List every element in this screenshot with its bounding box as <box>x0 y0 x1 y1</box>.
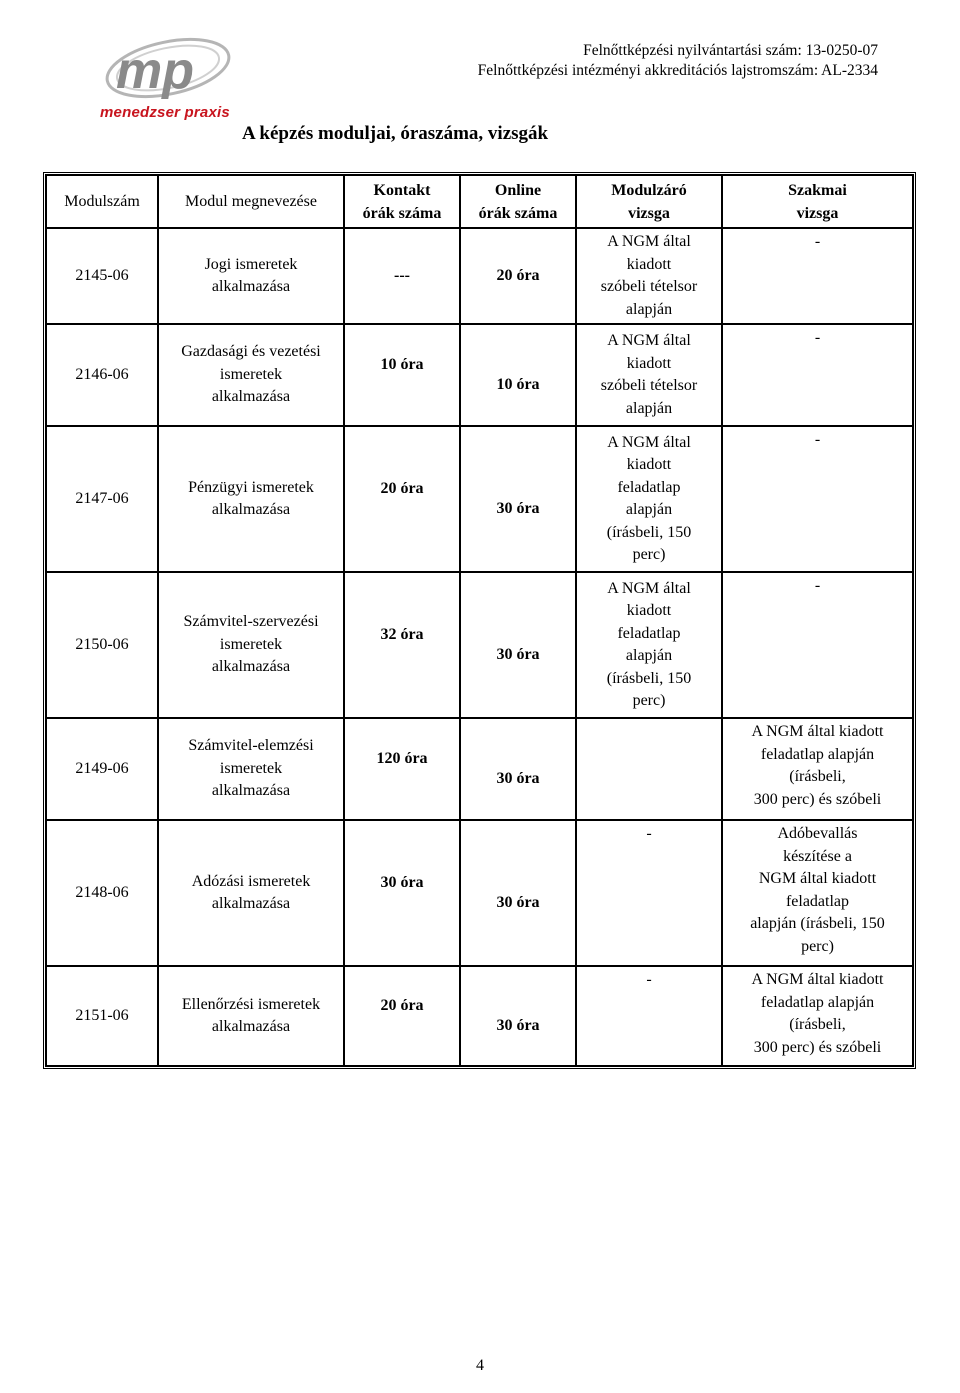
module-name-line: ismeretek <box>219 365 283 383</box>
kontakt-hours-cell <box>344 966 460 1066</box>
module-name-line: alkalmazása <box>211 782 291 800</box>
table-row <box>46 718 913 820</box>
szakmai-exam-line: feladatlap alapján <box>760 993 875 1011</box>
modulzaro-exam-line: kiadott <box>626 602 672 619</box>
szakmai-exam <box>722 228 913 324</box>
modulzaro-exam-line: feladatlap <box>617 624 681 642</box>
header-kontakt-line1: Kontakt <box>373 182 431 199</box>
table-row <box>46 966 913 1066</box>
modulzaro-exam-line: feladatlap <box>617 478 681 496</box>
module-name <box>158 572 344 718</box>
modules-table-body <box>46 228 913 1066</box>
modulzaro-exam-line: alapján <box>625 501 673 518</box>
header-szakmai <box>722 175 913 228</box>
modulzaro-exam-line: (írásbeli, 150 <box>606 669 692 687</box>
modulzaro-exam-line: - <box>646 825 652 842</box>
header-modulszam: Modulszám <box>46 175 158 228</box>
szakmai-exam-line: alapján (írásbeli, 150 <box>750 915 885 932</box>
modulzaro-exam-line: perc) <box>632 692 666 709</box>
registration-header <box>478 41 878 81</box>
table-row <box>46 572 913 718</box>
module-name-line: Gazdasági és vezetési <box>181 343 321 361</box>
kontakt-hours-cell <box>344 426 460 572</box>
modulzaro-exam <box>576 572 722 718</box>
szakmai-exam <box>722 820 913 966</box>
modulzaro-exam-line: alapján <box>625 300 673 318</box>
szakmai-exam-line: - <box>814 577 821 594</box>
module-code: 2150-06 <box>46 572 158 718</box>
modulzaro-exam-line: szóbeli tételsor <box>600 377 698 394</box>
kontakt-hours: 20 óra <box>380 479 424 497</box>
modulzaro-exam-line: alapján <box>625 399 673 417</box>
szakmai-exam-line: A NGM által kiadott <box>751 971 884 988</box>
modulzaro-exam-line: - <box>646 971 652 988</box>
kontakt-hours-cell <box>344 228 460 324</box>
module-name-line: alkalmazása <box>211 501 291 518</box>
kontakt-hours: 30 óra <box>380 873 424 891</box>
header-online <box>460 175 576 228</box>
registration-number: Felnőttképzési nyilvántartási szám: 13-0250-07 <box>583 42 878 59</box>
szakmai-exam <box>722 966 913 1066</box>
table-header-row <box>46 175 913 228</box>
logo-mark-icon <box>96 30 236 110</box>
online-hours: 30 óra <box>496 769 540 787</box>
szakmai-exam-line: (írásbeli, <box>789 768 846 785</box>
table-row <box>46 426 913 572</box>
module-name-line: alkalmazása <box>211 388 291 406</box>
szakmai-exam-line: Adóbevallás <box>777 825 858 842</box>
module-name-line: Számvitel-elemzési <box>188 737 314 755</box>
modulzaro-exam-line: A NGM által <box>607 579 691 597</box>
header-szakmai-line2: vizsga <box>796 204 839 222</box>
modulzaro-exam-line: A NGM által <box>607 433 691 451</box>
modulzaro-exam-line: (írásbeli, 150 <box>606 523 692 541</box>
module-name <box>158 228 344 324</box>
module-name-line: ismeretek <box>219 635 283 653</box>
module-name-line: alkalmazása <box>211 1018 291 1035</box>
online-hours-cell <box>460 820 576 966</box>
module-code: 2151-06 <box>46 966 158 1066</box>
online-hours-cell <box>460 426 576 572</box>
online-hours: 30 óra <box>496 645 540 663</box>
modulzaro-exam-line: perc) <box>632 546 666 563</box>
szakmai-exam-line: NGM által kiadott <box>758 870 877 887</box>
module-name-line: Adózási ismeretek <box>191 872 311 890</box>
modulzaro-exam-line: alapján <box>625 647 673 664</box>
module-code: 2146-06 <box>46 324 158 426</box>
header-modulzaro <box>576 175 722 228</box>
szakmai-exam-line: készítése a <box>783 847 852 865</box>
online-hours-cell <box>460 718 576 820</box>
page-title: A képzés moduljai, óraszáma, vizsgák <box>242 123 549 144</box>
modulzaro-exam <box>576 426 722 572</box>
kontakt-hours: --- <box>394 266 410 284</box>
module-code: 2147-06 <box>46 426 158 572</box>
szakmai-exam-line: - <box>814 329 821 346</box>
module-name-line: Pénzügyi ismeretek <box>188 478 314 496</box>
module-name-line: Jogi ismeretek <box>204 255 298 273</box>
szakmai-exam <box>722 324 913 426</box>
modulzaro-exam-line: szóbeli tételsor <box>600 278 698 295</box>
kontakt-hours: 20 óra <box>380 996 424 1014</box>
szakmai-exam-line: - <box>814 233 821 250</box>
kontakt-hours: 10 óra <box>380 355 424 373</box>
modulzaro-exam-line: A NGM által <box>607 332 691 349</box>
kontakt-hours: 32 óra <box>380 625 424 643</box>
header-modulzaro-line2: vizsga <box>628 204 670 222</box>
header-online-line2: órák száma <box>478 204 558 222</box>
header-modulzaro-line1: Modulzáró <box>611 182 687 199</box>
table-row <box>46 228 913 324</box>
modulzaro-exam-line: kiadott <box>626 456 672 473</box>
modulzaro-exam <box>576 324 722 426</box>
module-code: 2145-06 <box>46 228 158 324</box>
header-kontakt-line2: órák száma <box>362 204 442 222</box>
online-hours-cell <box>460 228 576 324</box>
module-name-line: alkalmazása <box>211 278 291 295</box>
module-name-line: alkalmazása <box>211 895 291 912</box>
table-row <box>46 324 913 426</box>
szakmai-exam <box>722 426 913 572</box>
szakmai-exam-line: 300 perc) és szóbeli <box>753 1038 882 1056</box>
online-hours-cell <box>460 572 576 718</box>
szakmai-exam-line: A NGM által kiadott <box>751 723 884 740</box>
logo-text: menedzser praxis <box>100 104 230 121</box>
szakmai-exam <box>722 572 913 718</box>
modulzaro-exam <box>576 228 722 324</box>
online-hours-cell <box>460 966 576 1066</box>
table-row <box>46 820 913 966</box>
online-hours: 30 óra <box>496 1016 540 1034</box>
szakmai-exam-line: perc) <box>801 937 834 955</box>
szakmai-exam-line: (írásbeli, <box>789 1016 846 1033</box>
szakmai-exam-line: feladatlap <box>785 892 850 910</box>
szakmai-exam-line: - <box>814 431 821 448</box>
online-hours: 20 óra <box>496 266 540 284</box>
kontakt-hours-cell <box>344 718 460 820</box>
kontakt-hours-cell <box>344 572 460 718</box>
modules-table <box>43 172 916 1069</box>
online-hours: 30 óra <box>496 893 540 911</box>
header-szakmai-line1: Szakmai <box>788 182 847 199</box>
kontakt-hours-cell <box>344 820 460 966</box>
module-code: 2149-06 <box>46 718 158 820</box>
online-hours: 10 óra <box>496 375 540 393</box>
szakmai-exam-line: 300 perc) és szóbeli <box>753 790 882 808</box>
modulzaro-exam-line: kiadott <box>626 255 672 273</box>
kontakt-hours-cell <box>344 324 460 426</box>
logo-mark-text: mp <box>116 42 194 100</box>
module-name-line: alkalmazása <box>211 658 291 676</box>
page-number: 4 <box>476 1357 484 1374</box>
online-hours: 30 óra <box>496 499 540 517</box>
module-name <box>158 820 344 966</box>
kontakt-hours: 120 óra <box>376 749 428 767</box>
module-name <box>158 324 344 426</box>
modulzaro-exam-line: kiadott <box>626 354 672 372</box>
module-name <box>158 426 344 572</box>
module-name-line: ismeretek <box>219 759 283 777</box>
header-modul-nev: Modul megnevezése <box>158 175 344 228</box>
module-code: 2148-06 <box>46 820 158 966</box>
module-name <box>158 718 344 820</box>
module-name-line: Ellenőrzési ismeretek <box>181 995 321 1013</box>
modulzaro-exam <box>576 820 722 966</box>
header-online-line1: Online <box>494 182 542 199</box>
modulzaro-exam <box>576 966 722 1066</box>
header-kontakt <box>344 175 460 228</box>
module-name-line: Számvitel-szervezési <box>183 613 319 631</box>
szakmai-exam-line: feladatlap alapján <box>760 745 875 763</box>
modulzaro-exam <box>576 718 722 820</box>
online-hours-cell <box>460 324 576 426</box>
szakmai-exam <box>722 718 913 820</box>
modulzaro-exam-line: A NGM által <box>607 233 691 250</box>
module-name <box>158 966 344 1066</box>
accreditation-number: Felnőttképzési intézményi akkreditációs lajstromszám: AL-2334 <box>477 62 878 79</box>
